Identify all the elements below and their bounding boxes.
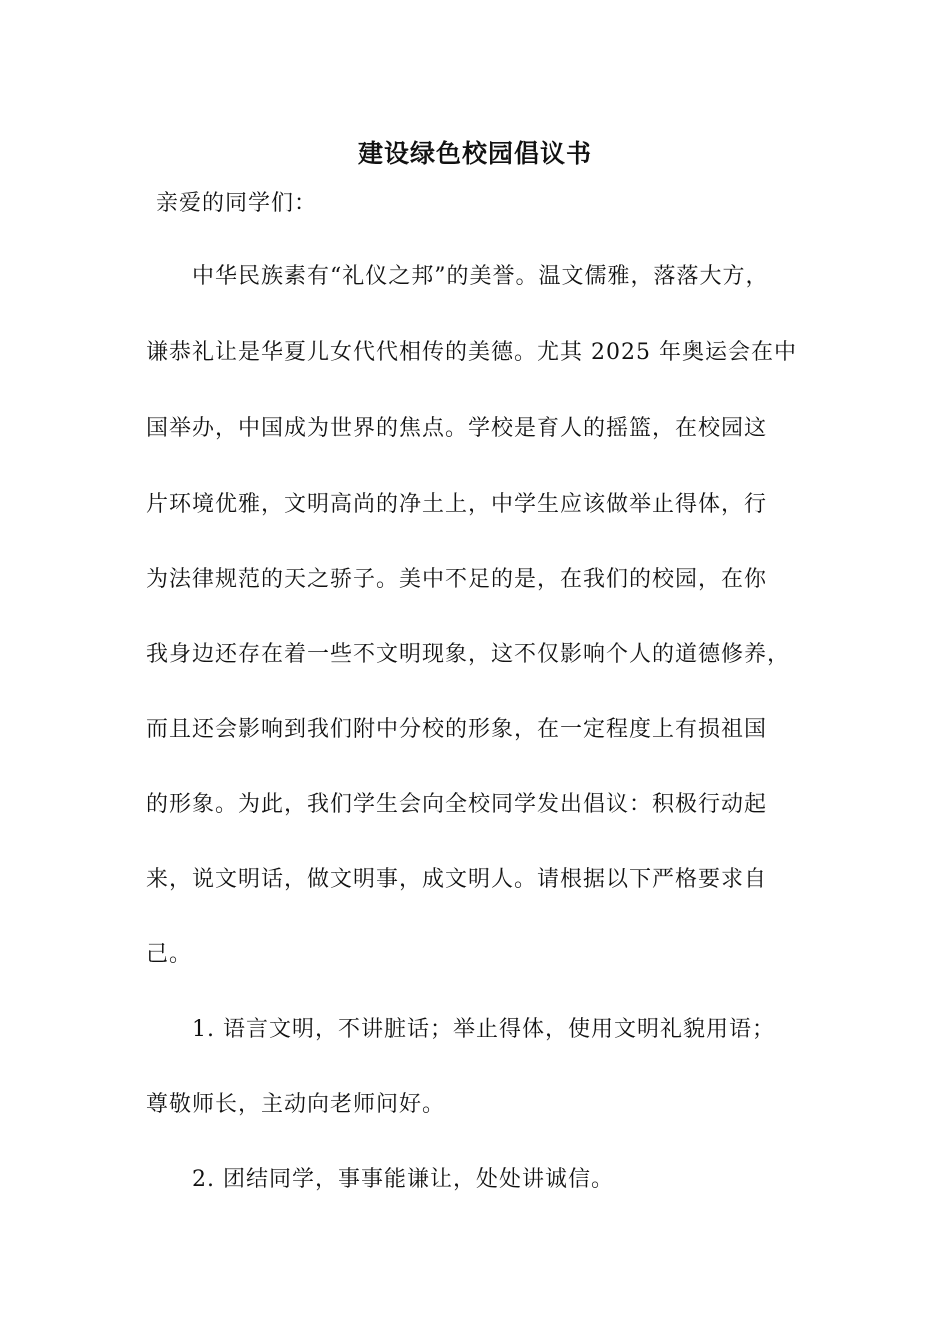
paragraph-line: 我身边还存在着一些不文明现象，这不仅影响个人的道德修养， (146, 642, 791, 667)
paragraph-line: 谦恭礼让是华夏儿女代代相传的美德。尤其 2025 年奥运会在中 (146, 340, 797, 365)
paragraph-line: 片环境优雅，文明高尚的净土上，中学生应该做举止得体，行 (146, 492, 768, 517)
paragraph-line: 为法律规范的天之骄子。美中不足的是，在我们的校园，在你 (146, 567, 768, 592)
list-item-2-line: 2. 团结同学，事事能谦让，处处讲诚信。 (192, 1167, 614, 1192)
document-title: 建设绿色校园倡议书 (357, 139, 592, 168)
greeting-line: 亲爱的同学们： (156, 191, 318, 216)
paragraph-line: 的形象。为此，我们学生会向全校同学发出倡议：积极行动起 (146, 792, 768, 817)
paragraph-line: 来，说文明话，做文明事，成文明人。请根据以下严格要求自 (146, 867, 768, 892)
paragraph-line: 中华民族素有“礼仪之邦”的美誉。温文儒雅，落落大方， (192, 264, 769, 289)
list-item-1-line: 1. 语言文明，不讲脏话；举止得体，使用文明礼貌用语； (192, 1017, 775, 1042)
list-item-1-line: 尊敬师长，主动向老师问好。 (146, 1092, 446, 1117)
paragraph-line: 己。 (146, 942, 193, 967)
paragraph-line: 而且还会影响到我们附中分校的形象，在一定程度上有损祖国 (146, 717, 768, 742)
paragraph-line: 国举办，中国成为世界的焦点。学校是育人的摇篮，在校园这 (146, 416, 768, 441)
